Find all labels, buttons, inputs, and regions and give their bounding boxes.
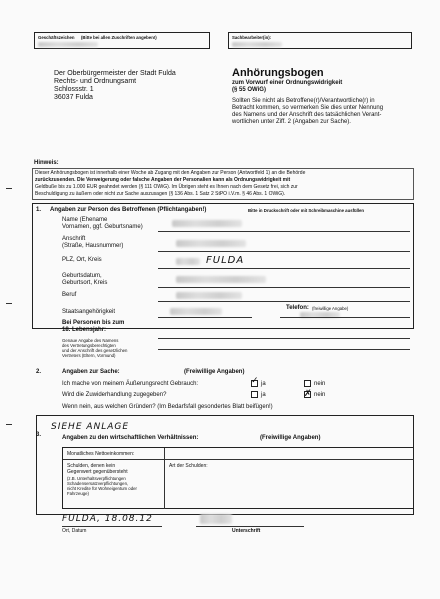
debts-label: Gegenwert gegenübersteht: [67, 469, 128, 475]
guardian-note: Vertreters (Eltern, Vormund): [62, 353, 116, 358]
redacted-signature: [200, 514, 232, 524]
clerk-label: Sachbearbeiter(in):: [232, 35, 272, 40]
minor-label: Bei Personen bis zum: [62, 320, 125, 326]
address-input-line[interactable]: [158, 251, 410, 252]
debts-label: Fahrzeuge): [67, 491, 89, 496]
nationality-label: Staatsangehörigkeit: [62, 309, 116, 315]
place-date-label: Ort, Datum: [62, 528, 87, 534]
hint-box: [32, 168, 414, 200]
q2-yes-checkbox[interactable]: [251, 391, 258, 398]
title-note-line: Sollten Sie nicht als Betroffene(r)/Verantwortliche(r) in: [232, 98, 375, 104]
job-label: Beruf: [62, 292, 77, 298]
file-reference-hint: (Bitte bei allen Zuschriften angeben!): [81, 35, 157, 40]
hint-line: Dieser Anhörungsbogen ist innerhalb einer Woche ab Zugang mit den Angaben zur Person (Antwortfeld 1) an die Behörde: [35, 170, 306, 176]
title-block: [232, 67, 383, 126]
guardian-input-line[interactable]: [158, 338, 410, 339]
no-label: nein: [314, 381, 326, 387]
guardian-note: und der Anschrift des gesetzlichen: [62, 348, 128, 353]
nationality-input-line[interactable]: [158, 317, 252, 318]
redacted-address: [176, 240, 246, 247]
name-label: Name (Ehename: [62, 217, 108, 223]
hint-line: zurückzusenden. Die Verweigerung oder falsche Angaben der Personalien kann als Ordnungswidrigkeit mit: [35, 177, 291, 183]
table-divider: [63, 459, 414, 460]
reason-prompt: Wenn nein, aus welchen Gründen? (Im Bedarfsfall gesondertes Blatt beifügen!): [62, 404, 273, 410]
section-title: Angaben zur Sache:: [62, 369, 120, 375]
table-divider: [164, 448, 165, 459]
clerk-field[interactable]: [228, 32, 412, 49]
hint-line: Beschuldigung zu äußern oder nicht zur Sache auszusagen (§ 136 Abs. 1 Satz 2 StPO i.V.m. § 46 Abs. 1 OWiG).: [35, 191, 286, 197]
income-label: Monatliches Nettoeinkommen:: [67, 451, 135, 457]
phone-hint: (freiwillige Angabe): [312, 306, 349, 311]
redacted-file-reference: [38, 42, 98, 47]
name-label: Vornamen, ggf. Geburtsname): [62, 224, 143, 230]
phone-input-line[interactable]: [280, 317, 410, 318]
punch-mark: [6, 303, 12, 304]
debts-label: (z.B. Unterhaltsverpflichtungen: [67, 476, 126, 481]
hint-heading: Hinweis:: [34, 160, 59, 166]
sender-line: 36037 Fulda: [54, 94, 93, 101]
guardian-input-line[interactable]: [158, 349, 410, 350]
place-date-value: FULDA, 18.08.12: [62, 514, 153, 524]
guardian-note: Genaue Angabe des Namens: [62, 338, 119, 343]
redacted-nationality: [170, 308, 222, 315]
form-subtitle: zum Vorwurf einer Ordnungswidrigkeit: [232, 80, 343, 86]
fold-mark: [6, 424, 12, 425]
debts-label: nicht Kredite für Wohneigentum oder: [67, 486, 137, 491]
sender-address: [54, 70, 176, 102]
job-input-line[interactable]: [158, 301, 410, 302]
hint-line: Geldbuße bis zu 1.000 EUR geahndet werden (§ 111 OWiG). Im Übrigen steht es Ihnen nach dem Gesetz frei, sich zur: [35, 184, 298, 190]
signature-line[interactable]: [196, 526, 304, 527]
redacted-name: [172, 220, 242, 227]
city-value: FULDA: [206, 255, 245, 266]
place-date-line[interactable]: [62, 526, 162, 527]
question-2: Wird die Zuwiderhandlung zugegeben?: [62, 392, 167, 398]
fold-mark: [6, 188, 12, 189]
q1-yes-mark: ✓: [251, 376, 260, 386]
reason-text: SIEHE ANLAGE: [51, 422, 130, 432]
q1-no-checkbox[interactable]: [304, 380, 311, 387]
form-title: Anhörungsbogen: [232, 67, 324, 79]
birth-label: Geburtsort, Kreis: [62, 280, 108, 286]
debt-type-label: Art der Schulden:: [169, 463, 208, 469]
signature-label: Unterschrift: [232, 528, 261, 534]
yes-label: ja: [261, 392, 266, 398]
no-label: nein: [314, 392, 326, 398]
section-number: 1.: [36, 207, 42, 213]
city-input-line[interactable]: [158, 268, 410, 269]
sender-line: Der Oberbürgermeister der Stadt Fulda: [54, 70, 176, 77]
economic-table: [62, 447, 414, 509]
address-label: Anschrift: [62, 236, 86, 242]
redacted-job: [176, 292, 242, 299]
section-number: 3.: [36, 432, 42, 438]
redacted-birth: [176, 276, 266, 283]
debts-label: Schulden, denen kein: [67, 463, 116, 469]
file-reference-label: Geschäftszeichen: [38, 35, 75, 40]
form-law-reference: (§ 55 OWiG): [232, 87, 266, 93]
guardian-note: des Vertretungsberechtigten: [62, 343, 116, 348]
address-label: (Straße, Hausnummer): [62, 243, 124, 249]
table-divider: [164, 459, 165, 509]
title-note-line: des Namens und der Anschrift des tatsächlichen Verant-: [232, 112, 382, 118]
section-title: Angaben zu den wirtschaftlichen Verhältnissen:: [62, 435, 199, 441]
section-optional: (Freiwillige Angaben): [260, 435, 321, 441]
name-input-line[interactable]: [158, 231, 410, 232]
redacted-postcode: [176, 258, 200, 265]
section-title: Angaben zur Person des Betroffenen (Pflichtangaben!): [50, 207, 207, 213]
city-label: PLZ, Ort, Kreis: [62, 257, 102, 263]
yes-label: ja: [261, 381, 266, 387]
file-reference-field[interactable]: [34, 32, 210, 49]
sender-line: Rechts- und Ordnungsamt: [54, 78, 137, 85]
section-number: 2.: [36, 369, 42, 375]
title-note-line: Betracht kommen, so vermerken Sie dies unter Nennung: [232, 105, 384, 111]
debts-label: Schadensersatzverpflichtungen,: [67, 481, 129, 486]
section-note: Bitte in Druckschrift oder mit Schreibmaschine ausfüllen: [248, 208, 365, 213]
birth-input-line[interactable]: [158, 287, 410, 288]
question-1: Ich mache von meinem Äußerungsrecht Gebrauch:: [62, 381, 199, 387]
q2-no-mark: ✗: [304, 388, 312, 398]
minor-label: 18. Lebensjahr:: [62, 327, 107, 333]
title-note-line: wortlichen unter Ziff. 2 (Angaben zur Sache).: [232, 119, 351, 125]
redacted-clerk: [232, 42, 282, 47]
sender-line: Schlossstr. 1: [54, 86, 94, 93]
section-optional: (Freiwillige Angaben): [184, 369, 245, 375]
phone-label: Telefon:: [286, 305, 309, 311]
birth-label: Geburtsdatum,: [62, 273, 102, 279]
